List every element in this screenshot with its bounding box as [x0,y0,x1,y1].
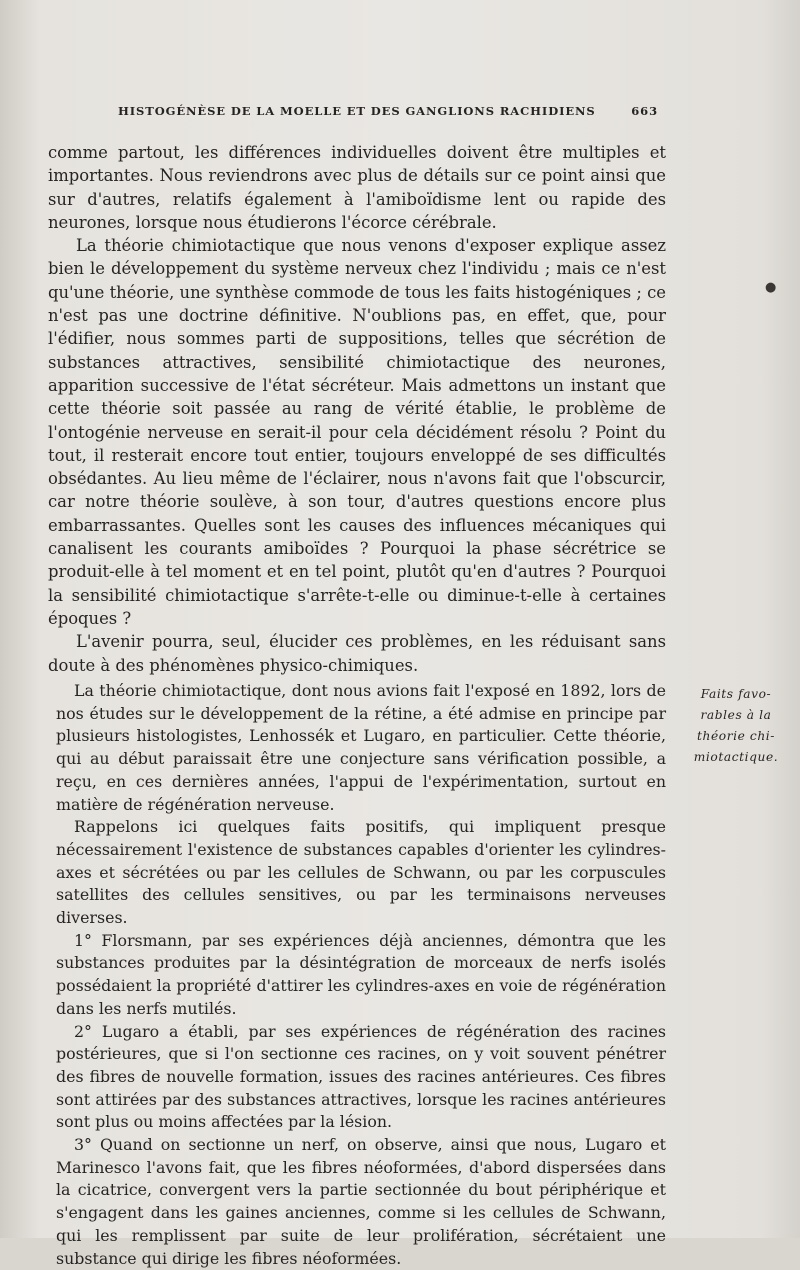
paragraph: 2° Lugaro a établi, par ses expériences de régénération des racines postérieures, que si l'on sectionne ces racines, on y voit souvent pénétrer des fibres de nouvelle formation, issues des racines antérieures. Ces fibres sont attirées par des substances attractives, lorsque les racines antérieures sont plus ou moins affectées par la lésion. [56,1021,666,1132]
running-title: HISTOGÉNÈSE DE LA MOELLE ET DES GANGLIONS RACHIDIENS [118,104,596,118]
page-number: 663 [631,104,658,118]
paragraph: L'avenir pourra, seul, élucider ces problèmes, en les réduisant sans doute à des phénomènes physico-chimiques. [48,632,666,675]
margin-note-line: Faits favo- [700,687,772,701]
margin-note-line: rables à la [700,708,772,722]
text-block-1 [48,141,666,677]
paragraph: comme partout, les différences individuelles doivent être multiples et importantes. Nous reviendrons avec plus de détails sur ce point ainsi que sur d'autres, relatifs également à l'amiboïdisme lent ou rapide des neurones, lorsque nous étudierons l'écorce cérébrale. [48,143,666,232]
ink-spot-icon: ● [765,280,777,295]
paragraph: Rappelons ici quelques faits positifs, qui impliquent presque nécessairement l'existence de substances capables d'orienter les cylindres-axes et sécrétées ou par les cellules de Schwann, ou par les corpuscules satellites des cellules sensitives, ou par les terminaisons nerveuses diverses. [56,817,666,928]
text-block-2 [56,680,666,1270]
paragraph: 3° Quand on sectionne un nerf, on observe, ainsi que nous, Lugaro et Marinesco l'avons fait, que les fibres néoformées, d'abord dispersées dans la cicatrice, convergent vers la partie sectionnée du bout périphérique et s'engagent dans les gaines anciennes, comme si les cellules de Schwann, qui les remplissent par suite de leur prolifération, sécrétaient une substance qui dirige les fibres néoformées. [56,1135,666,1268]
margin-note-line: théorie chi- [697,729,775,743]
margin-note [684,684,788,768]
paragraph: 1° Florsmann, par ses expériences déjà anciennes, démontra que les substances produites par la désintégration de morceaux de nerfs isolés possédaient la propriété d'attirer les cylindres-axes en voie de régénération dans les nerfs mutilés. [56,930,666,1018]
paragraph: La théorie chimiotactique, dont nous avions fait l'exposé en 1892, lors de nos études sur le développement de la rétine, a été admise en principe par plusieurs histologistes, Lenhossék et Lugaro, en particulier. Cette théorie, qui au début paraissait être une conjecture sans vérification possible, a reçu, en ces dernières années, l'appui de l'expérimentation, surtout en matière de régénération nerveuse. [56,681,666,814]
paragraph: La théorie chimiotactique que nous venons d'exposer explique assez bien le développement du système nerveux chez l'individu ; mais ce n'est qu'une théorie, une synthèse commode de tous les faits histogéniques ; ce n'est pas une doctrine définitive. N'oublions pas, en effet, que, pour l'édifier, nous sommes parti de suppositions, telles que sécrétion de substances attractives, sensibilité chimiotactique des neurones, apparition successive de l'état sécréteur. Mais admettons un instant que cette théorie soit passée au rang de vérité établie, le problème de l'ontogénie nerveuse en serait-il pour cela décidément résolu ? Point du tout, il resterait encore tout entier, toujours enveloppé de ses difficultés obsédantes. Au lieu même de l'éclairer, nous n'avons fait que l'obscurcir, car notre théorie soulève, à son tour, d'autres questions encore plus embarrassantes. Quelles sont les causes des influences mécaniques qui canalisent les courants amiboïdes ? Pourquoi la phase sécrétrice se produit-elle à tel moment et en tel point, plutôt qu'en d'autres ? Pourquoi la sensibilité chimiotactique s'arrête-t-elle ou diminue-t-elle à certaines époques ? [48,236,666,628]
margin-note-line: miotactique. [693,750,779,764]
